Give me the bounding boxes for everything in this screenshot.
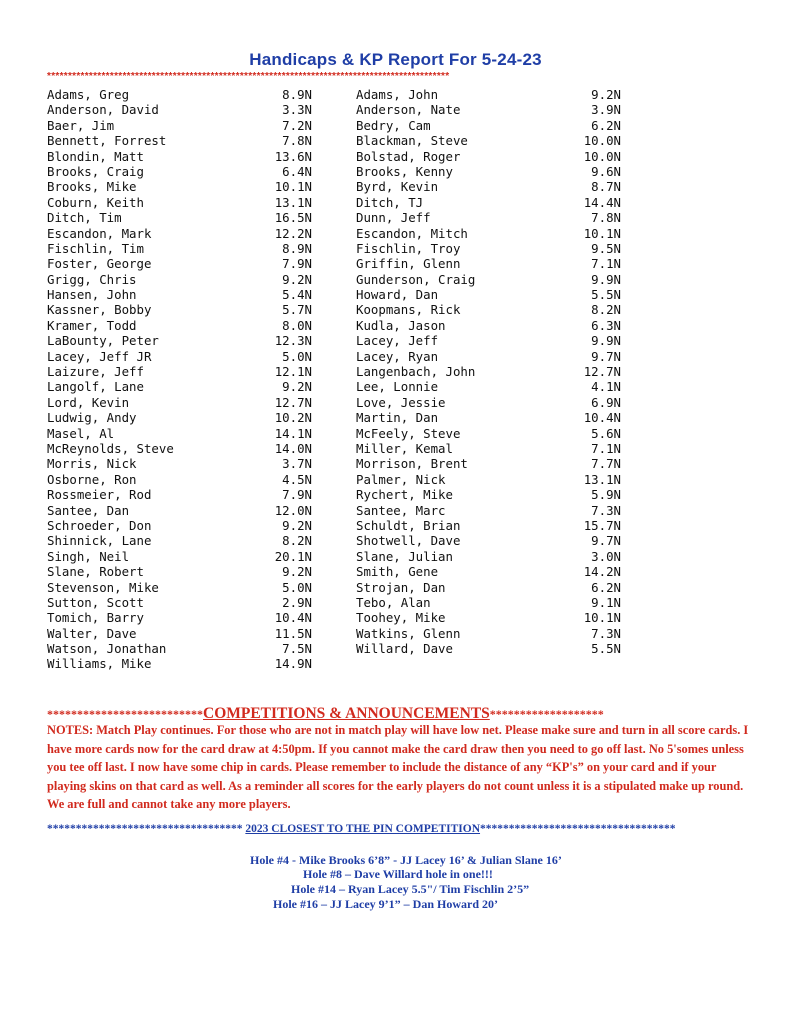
player-name: Willard, Dave xyxy=(356,641,453,657)
report-title: Handicaps & KP Report For 5-24-23 xyxy=(249,50,542,69)
player-handicap: 9.1N xyxy=(591,594,621,610)
player-row xyxy=(47,195,312,210)
player-row xyxy=(47,549,312,564)
player-row xyxy=(356,164,621,179)
player-handicap: 10.1N xyxy=(583,225,621,241)
player-row xyxy=(356,102,621,117)
roster-right-column xyxy=(356,87,621,656)
player-name: Ditch, Tim xyxy=(47,210,122,226)
player-name: Lord, Kevin xyxy=(47,394,130,410)
player-handicap: 12.7N xyxy=(274,394,312,410)
player-name: Langenbach, John xyxy=(356,364,476,380)
player-row xyxy=(47,472,312,487)
player-name: Masel, Al xyxy=(47,425,115,441)
competitions-title: COMPETITIONS & ANNOUNCEMENTS xyxy=(203,705,490,722)
player-name: Brooks, Mike xyxy=(47,179,137,195)
player-handicap: 14.4N xyxy=(583,194,621,210)
player-handicap: 7.3N xyxy=(591,502,621,518)
player-handicap: 9.2N xyxy=(282,379,312,395)
player-row xyxy=(356,518,621,533)
player-row xyxy=(356,395,621,410)
player-name: Bolstad, Roger xyxy=(356,148,461,164)
player-row xyxy=(356,272,621,287)
player-row xyxy=(47,149,312,164)
player-name: Bennett, Forrest xyxy=(47,133,167,149)
player-name: Singh, Neil xyxy=(47,548,130,564)
player-name: Kramer, Todd xyxy=(47,317,137,333)
player-row xyxy=(47,518,312,533)
player-handicap: 6.9N xyxy=(591,394,621,410)
player-handicap: 12.1N xyxy=(274,364,312,380)
player-handicap: 10.4N xyxy=(583,410,621,426)
player-handicap: 14.0N xyxy=(274,440,312,456)
player-name: Hansen, John xyxy=(47,287,137,303)
player-handicap: 9.2N xyxy=(282,564,312,580)
player-handicap: 5.7N xyxy=(282,302,312,318)
player-row xyxy=(47,656,312,671)
competitions-stars-left: ************************** xyxy=(47,707,203,721)
player-handicap: 12.2N xyxy=(274,225,312,241)
player-row xyxy=(47,118,312,133)
player-handicap: 9.5N xyxy=(591,240,621,256)
kp-hole-4: Hole #4 - Mike Brooks 6’8” - JJ Lacey 16’ & Julian Slane 16’ xyxy=(250,853,562,867)
player-row xyxy=(47,379,312,394)
player-handicap: 3.3N xyxy=(282,102,312,118)
player-name: Slane, Julian xyxy=(356,548,453,564)
player-name: Brooks, Kenny xyxy=(356,163,453,179)
player-handicap: 13.1N xyxy=(583,471,621,487)
player-row xyxy=(47,503,312,518)
player-name: Rychert, Mike xyxy=(356,487,453,503)
player-row xyxy=(356,472,621,487)
player-row xyxy=(47,226,312,241)
player-name: Lacey, Jeff xyxy=(356,333,439,349)
player-row xyxy=(356,533,621,548)
player-handicap: 9.7N xyxy=(591,348,621,364)
player-row xyxy=(356,349,621,364)
player-name: Lee, Lonnie xyxy=(356,379,439,395)
player-name: Bedry, Cam xyxy=(356,117,431,133)
player-handicap: 9.2N xyxy=(591,87,621,102)
player-name: Gunderson, Craig xyxy=(356,271,476,287)
player-row xyxy=(47,580,312,595)
player-handicap: 3.0N xyxy=(591,548,621,564)
player-handicap: 5.9N xyxy=(591,487,621,503)
player-name: Rossmeier, Rod xyxy=(47,487,152,503)
player-row xyxy=(356,333,621,348)
player-name: Kudla, Jason xyxy=(356,317,446,333)
player-handicap: 8.9N xyxy=(282,87,312,102)
player-name: Fischlin, Troy xyxy=(356,240,461,256)
player-handicap: 9.9N xyxy=(591,271,621,287)
player-row xyxy=(356,149,621,164)
player-row xyxy=(356,549,621,564)
player-handicap: 7.5N xyxy=(282,641,312,657)
player-handicap: 5.5N xyxy=(591,287,621,303)
player-name: Langolf, Lane xyxy=(47,379,144,395)
player-row xyxy=(356,287,621,302)
player-row xyxy=(356,626,621,641)
player-row xyxy=(47,179,312,194)
player-name: Brooks, Craig xyxy=(47,163,144,179)
player-name: Morrison, Brent xyxy=(356,456,468,472)
player-handicap: 5.0N xyxy=(282,579,312,595)
player-row xyxy=(356,318,621,333)
player-name: Laizure, Jeff xyxy=(47,364,144,380)
player-handicap: 7.7N xyxy=(591,456,621,472)
player-name: Escandon, Mitch xyxy=(356,225,468,241)
player-handicap: 5.4N xyxy=(282,287,312,303)
kp-hole-16: Hole #16 – JJ Lacey 9’1” – Dan Howard 20’ xyxy=(273,897,498,911)
player-name: Coburn, Keith xyxy=(47,194,144,210)
player-name: LaBounty, Peter xyxy=(47,333,159,349)
player-name: Byrd, Kevin xyxy=(356,179,439,195)
player-row xyxy=(47,487,312,502)
player-name: Tebo, Alan xyxy=(356,594,431,610)
player-handicap: 7.9N xyxy=(282,256,312,272)
player-name: Stevenson, Mike xyxy=(47,579,159,595)
player-name: Miller, Kemal xyxy=(356,440,453,456)
player-name: Ludwig, Andy xyxy=(47,410,137,426)
player-row xyxy=(47,564,312,579)
player-row xyxy=(356,426,621,441)
kp-hole-14: Hole #14 – Ryan Lacey 5.5"/ Tim Fischlin 2’5” xyxy=(291,882,530,896)
player-name: Morris, Nick xyxy=(47,456,137,472)
player-handicap: 7.1N xyxy=(591,256,621,272)
player-row xyxy=(356,564,621,579)
player-name: Blackman, Steve xyxy=(356,133,468,149)
player-handicap: 8.9N xyxy=(282,240,312,256)
player-handicap: 6.3N xyxy=(591,317,621,333)
player-row xyxy=(47,441,312,456)
player-row xyxy=(356,580,621,595)
player-name: Palmer, Nick xyxy=(356,471,446,487)
kp-hole-8: Hole #8 – Dave Willard hole in one!!! xyxy=(303,867,493,881)
player-row xyxy=(47,426,312,441)
player-name: Santee, Marc xyxy=(356,502,446,518)
player-row xyxy=(356,210,621,225)
player-name: Ditch, TJ xyxy=(356,194,424,210)
player-handicap: 12.7N xyxy=(583,364,621,380)
player-row xyxy=(356,133,621,148)
player-name: Foster, George xyxy=(47,256,152,272)
competitions-heading xyxy=(47,706,747,722)
player-row xyxy=(356,118,621,133)
player-handicap: 9.2N xyxy=(282,517,312,533)
player-handicap: 13.6N xyxy=(274,148,312,164)
player-row xyxy=(356,641,621,656)
player-row xyxy=(47,349,312,364)
player-name: Toohey, Mike xyxy=(356,610,446,626)
player-row xyxy=(47,610,312,625)
player-name: Adams, John xyxy=(356,87,439,102)
player-row xyxy=(47,287,312,302)
player-handicap: 4.5N xyxy=(282,471,312,487)
player-row xyxy=(356,241,621,256)
player-handicap: 2.9N xyxy=(282,594,312,610)
player-handicap: 9.9N xyxy=(591,333,621,349)
player-name: Tomich, Barry xyxy=(47,610,144,626)
player-row xyxy=(47,395,312,410)
player-name: Lacey, Jeff JR xyxy=(47,348,152,364)
player-handicap: 4.1N xyxy=(591,379,621,395)
competitions-stars-right: ******************* xyxy=(489,707,604,721)
player-row xyxy=(356,364,621,379)
player-name: Baer, Jim xyxy=(47,117,115,133)
roster-left-column xyxy=(47,87,312,672)
player-handicap: 8.2N xyxy=(591,302,621,318)
player-name: McFeely, Steve xyxy=(356,425,461,441)
player-handicap: 6.4N xyxy=(282,163,312,179)
player-name: Sutton, Scott xyxy=(47,594,144,610)
player-name: Williams, Mike xyxy=(47,656,152,672)
player-row xyxy=(47,164,312,179)
player-handicap: 10.1N xyxy=(274,179,312,195)
player-handicap: 14.2N xyxy=(583,564,621,580)
player-name: Fischlin, Tim xyxy=(47,240,144,256)
player-row xyxy=(47,333,312,348)
player-row xyxy=(356,610,621,625)
player-name: Smith, Gene xyxy=(356,564,439,580)
player-handicap: 3.9N xyxy=(591,102,621,118)
player-row xyxy=(47,102,312,117)
player-handicap: 8.0N xyxy=(282,317,312,333)
player-handicap: 9.6N xyxy=(591,163,621,179)
player-handicap: 6.2N xyxy=(591,117,621,133)
player-handicap: 8.7N xyxy=(591,179,621,195)
player-name: Watson, Jonathan xyxy=(47,641,167,657)
player-handicap: 14.1N xyxy=(274,425,312,441)
player-row xyxy=(356,595,621,610)
kp-stars-right: ********************************** xyxy=(480,823,676,835)
kp-stars-left: ********************************** xyxy=(47,823,243,835)
player-row xyxy=(47,210,312,225)
player-row xyxy=(47,626,312,641)
player-handicap: 10.4N xyxy=(274,610,312,626)
player-name: Dunn, Jeff xyxy=(356,210,431,226)
player-handicap: 7.8N xyxy=(591,210,621,226)
player-name: Kassner, Bobby xyxy=(47,302,152,318)
player-name: Slane, Robert xyxy=(47,564,144,580)
player-handicap: 8.2N xyxy=(282,533,312,549)
player-row xyxy=(356,226,621,241)
player-handicap: 5.5N xyxy=(591,641,621,657)
player-row xyxy=(47,456,312,471)
player-handicap: 7.2N xyxy=(282,117,312,133)
player-row xyxy=(47,595,312,610)
player-row xyxy=(47,87,312,102)
player-row xyxy=(356,179,621,194)
player-handicap: 12.0N xyxy=(274,502,312,518)
player-row xyxy=(356,256,621,271)
player-handicap: 10.0N xyxy=(583,133,621,149)
player-handicap: 7.1N xyxy=(591,440,621,456)
player-row xyxy=(356,456,621,471)
player-name: Shotwell, Dave xyxy=(356,533,461,549)
player-name: Anderson, David xyxy=(47,102,159,118)
player-row xyxy=(47,641,312,656)
player-handicap: 12.3N xyxy=(274,333,312,349)
player-row xyxy=(356,487,621,502)
player-row xyxy=(47,241,312,256)
player-handicap: 10.0N xyxy=(583,148,621,164)
player-row xyxy=(356,503,621,518)
player-row xyxy=(47,272,312,287)
player-handicap: 13.1N xyxy=(274,194,312,210)
player-name: Strojan, Dan xyxy=(356,579,446,595)
player-handicap: 6.2N xyxy=(591,579,621,595)
player-row xyxy=(356,87,621,102)
title-star-divider: ************************************************************************************************ xyxy=(47,71,450,82)
player-name: Walter, Dave xyxy=(47,625,137,641)
player-name: Schroeder, Don xyxy=(47,517,152,533)
player-name: Griffin, Glenn xyxy=(356,256,461,272)
kp-title: 2023 CLOSEST TO THE PIN COMPETITION xyxy=(245,823,481,835)
player-name: Howard, Dan xyxy=(356,287,439,303)
player-handicap: 5.0N xyxy=(282,348,312,364)
player-handicap: 7.9N xyxy=(282,487,312,503)
player-name: Grigg, Chris xyxy=(47,271,137,287)
player-handicap: 9.7N xyxy=(591,533,621,549)
player-row xyxy=(47,410,312,425)
player-handicap: 11.5N xyxy=(274,625,312,641)
player-name: Escandon, Mark xyxy=(47,225,152,241)
player-row xyxy=(47,364,312,379)
player-handicap: 16.5N xyxy=(274,210,312,226)
player-name: Lacey, Ryan xyxy=(356,348,439,364)
player-name: McReynolds, Steve xyxy=(47,440,174,456)
player-row xyxy=(47,318,312,333)
player-handicap: 20.1N xyxy=(274,548,312,564)
player-name: Blondin, Matt xyxy=(47,148,144,164)
player-handicap: 10.2N xyxy=(274,410,312,426)
player-row xyxy=(356,195,621,210)
player-name: Watkins, Glenn xyxy=(356,625,461,641)
player-name: Anderson, Nate xyxy=(356,102,461,118)
player-handicap: 14.9N xyxy=(274,656,312,672)
player-name: Schuldt, Brian xyxy=(356,517,461,533)
player-name: Love, Jessie xyxy=(356,394,446,410)
player-name: Martin, Dan xyxy=(356,410,439,426)
player-handicap: 9.2N xyxy=(282,271,312,287)
player-name: Koopmans, Rick xyxy=(356,302,461,318)
player-name: Osborne, Ron xyxy=(47,471,137,487)
player-name: Santee, Dan xyxy=(47,502,130,518)
player-name: Shinnick, Lane xyxy=(47,533,152,549)
player-row xyxy=(356,302,621,317)
player-row xyxy=(47,256,312,271)
player-row xyxy=(356,379,621,394)
player-name: Adams, Greg xyxy=(47,87,130,102)
player-handicap: 10.1N xyxy=(583,610,621,626)
player-handicap: 3.7N xyxy=(282,456,312,472)
player-row xyxy=(356,441,621,456)
player-handicap: 5.6N xyxy=(591,425,621,441)
player-handicap: 7.3N xyxy=(591,625,621,641)
player-row xyxy=(47,133,312,148)
player-row xyxy=(47,302,312,317)
player-handicap: 7.8N xyxy=(282,133,312,149)
player-row xyxy=(356,410,621,425)
player-row xyxy=(47,533,312,548)
kp-heading xyxy=(47,822,767,836)
player-handicap: 15.7N xyxy=(583,517,621,533)
announcement-notes: NOTES: Match Play continues. For those who are not in match play will have low net. Please make sure and turn in all score cards. I have more cards now for the card draw at 4:50pm. If you cannot make the card draw then you need to go off last. No 5'somes unless you tee off last. I now have some chip in cards. Please remember to include the distance of any “KP's” on your card and if your playing skins on that card as well. As a reminder all scores for the early players do not count unless it is a stipulated make up round. We are full and cannot take any more players. xyxy=(47,723,749,812)
